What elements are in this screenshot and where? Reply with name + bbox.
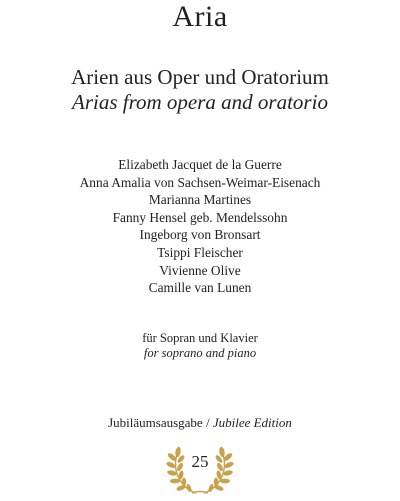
composer-name: Tsippi Fleischer [157,244,243,260]
composer-name: Elizabeth Jacquet de la Guerre [118,157,282,172]
composer-name: Vivienne Olive [159,262,241,278]
jubilee-badge [165,440,235,496]
composer-list [0,156,400,297]
edition-german: Jubiläumsausgabe [108,415,203,430]
composer-name: Marianna Martines [148,192,252,208]
composer-name: Anna Amalia von Sachsen-Weimar-Eisenach [79,174,321,190]
laurel-ribbon [192,492,208,494]
subtitle-german: Arien aus Oper und Oratorium [71,65,329,89]
composer-name: Ingeborg von Bronsart [139,227,261,243]
composer-name: Camille van Lunen [148,280,252,296]
subtitle-english: Arias from opera and oratorio [72,90,328,114]
page-title: Aria [172,0,228,33]
edition-english: Jubilee Edition [212,415,292,430]
anniversary-number: 25 [191,452,209,471]
scoring-german: für Sopran und Klavier [142,331,258,345]
composer-name: Fanny Hensel geb. Mendelssohn [112,209,288,225]
scoring-english: for soprano and piano [143,346,257,360]
edition-label [0,414,400,431]
edition-separator: / [202,415,213,430]
